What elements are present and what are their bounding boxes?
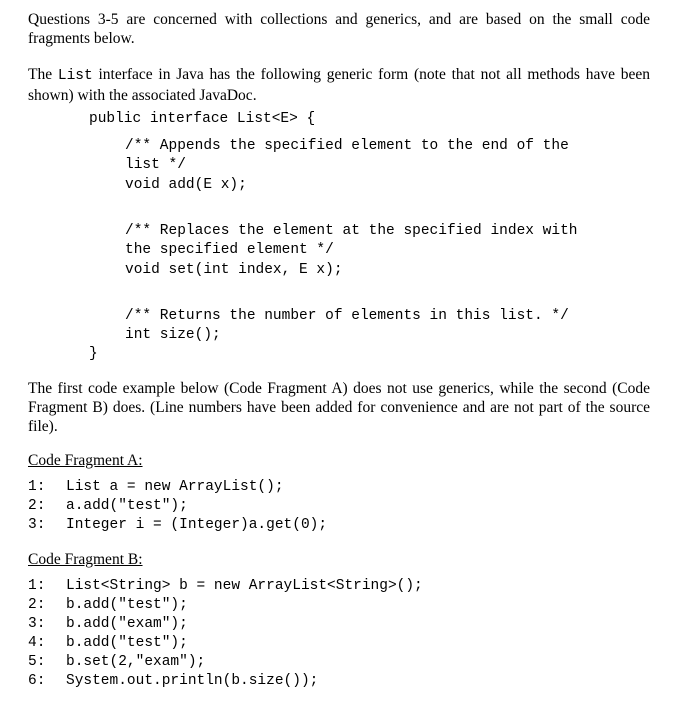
code-text: a.add("test"); (66, 498, 188, 514)
code-line (28, 672, 423, 691)
code-text: b.set(2,"exam"); (66, 654, 206, 670)
add-method-signature: void add(E x); (125, 177, 247, 193)
intro-paragraph: Questions 3-5 are concerned with collections and generics, and are based on the small code fragments below. (28, 11, 650, 47)
size-method-signature: int size(); (125, 327, 221, 343)
size-javadoc: /** Returns the number of elements in this list. */ (125, 308, 569, 324)
fragment-a-title: Code Fragment A: (28, 452, 143, 469)
code-line (28, 596, 423, 615)
code-line (28, 577, 423, 596)
code-text: b.add("test"); (66, 597, 188, 613)
add-javadoc-line1: /** Appends the specified element to the end of the (125, 138, 569, 154)
fragment-b-code (28, 577, 423, 691)
code-line (28, 516, 327, 535)
line-number: 6: (28, 673, 46, 689)
line-number: 1: (28, 578, 46, 594)
line-number: 2: (28, 597, 46, 613)
interface-closing-brace: } (89, 346, 98, 362)
code-text: List a = new ArrayList(); (66, 479, 284, 495)
code-text: b.add("test"); (66, 635, 188, 651)
code-line (28, 653, 423, 672)
add-javadoc-line2: list */ (125, 157, 186, 173)
list-interface-paragraph (28, 65, 650, 105)
code-text: Integer i = (Integer)a.get(0); (66, 517, 328, 533)
list-para-after: interface in Java has the following generic form (note that not all methods have been shown) with the associated JavaDoc. (28, 66, 650, 104)
code-text: b.add("exam"); (66, 616, 188, 632)
code-line (28, 497, 327, 516)
fragment-a-code (28, 478, 327, 535)
line-number: 2: (28, 498, 46, 514)
fragment-b-title: Code Fragment B: (28, 551, 143, 568)
code-text: List<String> b = new ArrayList<String>(); (66, 578, 423, 594)
list-inline-code: List (57, 68, 93, 84)
code-text: System.out.println(b.size()); (66, 673, 319, 689)
line-number: 1: (28, 479, 46, 495)
line-number: 4: (28, 635, 46, 651)
fragments-paragraph: The first code example below (Code Fragment A) does not use generics, while the second (Code Fragment B) does. (Line numbers have been added for convenience and are not part of the source file). (28, 380, 650, 435)
code-line (28, 478, 327, 497)
set-javadoc-line2: the specified element */ (125, 242, 334, 258)
list-para-before: The (28, 66, 58, 83)
set-javadoc-line1: /** Replaces the element at the specified index with (125, 223, 578, 239)
code-line (28, 615, 423, 634)
set-method-signature: void set(int index, E x); (125, 262, 343, 278)
line-number: 5: (28, 654, 46, 670)
line-number: 3: (28, 517, 46, 533)
line-number: 3: (28, 616, 46, 632)
interface-header: public interface List<E> { (89, 111, 316, 127)
code-line (28, 634, 423, 653)
